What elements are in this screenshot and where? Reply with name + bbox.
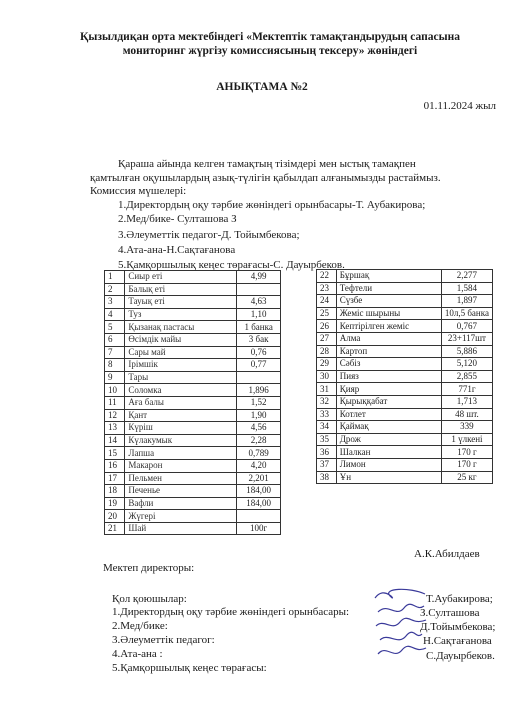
product-quantity: 2,855: [441, 370, 492, 383]
table-row: [105, 422, 281, 435]
row-number: 15: [105, 447, 125, 460]
row-number: 21: [105, 522, 125, 535]
product-name: Шалкан: [336, 446, 441, 459]
product-name: Жеміс шырыны: [336, 307, 441, 320]
table-row: [317, 383, 493, 396]
row-number: 26: [317, 320, 337, 333]
product-name: Күлакумык: [125, 434, 237, 447]
table-row: [317, 358, 493, 371]
table-row: [105, 333, 281, 346]
signer-2-name: З.Султашова: [420, 607, 480, 619]
product-quantity: 4,20: [237, 459, 281, 472]
product-name: Пельмен: [125, 472, 237, 485]
product-name: Күріш: [125, 422, 237, 435]
director-name: А.К.Абилдаев: [414, 548, 480, 560]
product-quantity: 1,896: [237, 384, 281, 397]
member-2: 2.Мед/бике- Султашова З: [118, 213, 237, 225]
product-name: Қаймақ: [336, 421, 441, 434]
product-name: Тары: [125, 371, 237, 384]
row-number: 5: [105, 321, 125, 334]
product-quantity: 2,28: [237, 434, 281, 447]
product-name: Сәбіз: [336, 358, 441, 371]
product-name: Макарон: [125, 459, 237, 472]
signature-5: [378, 646, 426, 654]
row-number: 14: [105, 434, 125, 447]
row-number: 13: [105, 422, 125, 435]
product-quantity: 25 кг: [441, 471, 492, 484]
table-row: [317, 307, 493, 320]
product-quantity: 339: [441, 421, 492, 434]
row-number: 34: [317, 421, 337, 434]
row-number: 37: [317, 458, 337, 471]
table-row: [105, 359, 281, 372]
product-quantity: 5,886: [441, 345, 492, 358]
product-quantity: 23+117шт: [441, 332, 492, 345]
row-number: 38: [317, 471, 337, 484]
row-number: 11: [105, 396, 125, 409]
product-name: Аға балы: [125, 396, 237, 409]
row-number: 19: [105, 497, 125, 510]
product-quantity: 170 г: [441, 458, 492, 471]
signature-4: [380, 632, 422, 640]
product-name: Алма: [336, 332, 441, 345]
signature-3: [376, 618, 426, 626]
table-row: [105, 384, 281, 397]
table-row: [317, 370, 493, 383]
table-row: [105, 271, 281, 284]
product-name: Соломка: [125, 384, 237, 397]
row-number: 3: [105, 296, 125, 309]
product-quantity: 1,713: [441, 395, 492, 408]
row-number: 29: [317, 358, 337, 371]
signatures-graphic: [370, 582, 430, 662]
row-number: 35: [317, 433, 337, 446]
product-quantity: 1,897: [441, 295, 492, 308]
member-1: 1.Директордың оқу тәрбие жөніндегі орынбасары-Т. Аубакирова;: [118, 199, 426, 211]
product-quantity: 10л,5 банка: [441, 307, 492, 320]
table-row: [105, 434, 281, 447]
product-name: Сүзбе: [336, 295, 441, 308]
table-row: [105, 409, 281, 422]
row-number: 9: [105, 371, 125, 384]
signer-5-role: 5.Қамқоршылық кеңес төрағасы:: [112, 662, 267, 674]
product-name: Ірімшік: [125, 359, 237, 372]
product-quantity: [237, 510, 281, 523]
director-label: Мектеп директоры:: [103, 562, 195, 574]
product-quantity: 1,90: [237, 409, 281, 422]
product-quantity: 100г: [237, 522, 281, 535]
signer-4-role: 4.Ата-ана :: [112, 648, 163, 660]
signer-4-name: Н.Сақтағанова: [423, 635, 492, 647]
product-quantity: 184,00: [237, 485, 281, 498]
products-table-right: [316, 269, 493, 484]
row-number: 4: [105, 308, 125, 321]
paragraph-line-2: қамтылған оқушылардың азық-түлігін қабылдап алғанымызды растаймыз.: [90, 172, 441, 184]
table-row: [317, 408, 493, 421]
product-name: Лимон: [336, 458, 441, 471]
product-name: Тауық еті: [125, 296, 237, 309]
product-quantity: 184,00: [237, 497, 281, 510]
table-row: [317, 345, 493, 358]
row-number: 7: [105, 346, 125, 359]
product-quantity: [237, 283, 281, 296]
table-row: [105, 485, 281, 498]
signature-1: [375, 589, 425, 598]
row-number: 33: [317, 408, 337, 421]
row-number: 6: [105, 333, 125, 346]
table-row: [105, 346, 281, 359]
product-name: Картоп: [336, 345, 441, 358]
product-quantity: 48 шт.: [441, 408, 492, 421]
row-number: 25: [317, 307, 337, 320]
product-quantity: 0,76: [237, 346, 281, 359]
row-number: 32: [317, 395, 337, 408]
table-row: [317, 332, 493, 345]
table-row: [105, 321, 281, 334]
signer-1-role: 1.Директордың оқу тәрбие жөніндегі орынбасары:: [112, 606, 350, 618]
row-number: 30: [317, 370, 337, 383]
title-line-1: Қызылдиқан орта мектебіндегі «Мектептік тамақтандырудың сапасына: [80, 31, 460, 43]
table-row: [105, 459, 281, 472]
reference-number: АНЫҚТАМА №2: [216, 81, 308, 93]
product-quantity: 4,56: [237, 422, 281, 435]
table-row: [317, 421, 493, 434]
signers-label: Қол қоюшылар:: [112, 593, 187, 605]
row-number: 2: [105, 283, 125, 296]
member-4: 4.Ата-ана-Н.Сақтағанова: [118, 244, 236, 256]
product-name: Қант: [125, 409, 237, 422]
product-quantity: 5,120: [441, 358, 492, 371]
table-row: [105, 396, 281, 409]
row-number: 27: [317, 332, 337, 345]
product-quantity: 4,63: [237, 296, 281, 309]
product-name: Балық еті: [125, 283, 237, 296]
product-name: Дрож: [336, 433, 441, 446]
signer-5-name: С.Дауырбеков.: [426, 650, 495, 662]
product-quantity: 2,277: [441, 270, 492, 283]
product-quantity: 0,767: [441, 320, 492, 333]
product-name: Пияз: [336, 370, 441, 383]
product-quantity: 170 г: [441, 446, 492, 459]
table-row: [105, 283, 281, 296]
product-name: Туз: [125, 308, 237, 321]
row-number: 31: [317, 383, 337, 396]
member-3: 3.Әлеуметтік педагог-Д. Тойымбекова;: [118, 229, 300, 241]
row-number: 18: [105, 485, 125, 498]
signature-2: [378, 604, 424, 612]
product-name: Қызанақ пастасы: [125, 321, 237, 334]
product-name: Бұршақ: [336, 270, 441, 283]
row-number: 28: [317, 345, 337, 358]
row-number: 8: [105, 359, 125, 372]
row-number: 10: [105, 384, 125, 397]
member-5: 5.Қамқоршылық кеңес төрағасы-С. Дауырбеков.: [118, 259, 345, 271]
product-name: Шай: [125, 522, 237, 535]
product-quantity: 0,77: [237, 359, 281, 372]
table-row: [105, 447, 281, 460]
product-quantity: 3 бак: [237, 333, 281, 346]
product-quantity: [237, 371, 281, 384]
table-row: [105, 308, 281, 321]
product-name: Кептірілген жеміс: [336, 320, 441, 333]
signer-3-role: 3.Әлеуметтік педагог:: [112, 634, 215, 646]
product-quantity: 771г: [441, 383, 492, 396]
product-quantity: 2,201: [237, 472, 281, 485]
table-row: [317, 433, 493, 446]
table-row: [105, 510, 281, 523]
table-row: [105, 497, 281, 510]
product-name: Жүгері: [125, 510, 237, 523]
product-name: Қырыққабат: [336, 395, 441, 408]
signer-2-role: 2.Мед/бике:: [112, 620, 168, 632]
product-name: Лапша: [125, 447, 237, 460]
product-name: Сиыр еті: [125, 271, 237, 284]
row-number: 17: [105, 472, 125, 485]
table-row: [317, 282, 493, 295]
row-number: 22: [317, 270, 337, 283]
title-line-2: мониторинг жүргізу комиссиясының тексеру» жөніндегі: [122, 45, 418, 57]
product-quantity: 1 банка: [237, 321, 281, 334]
product-name: Сары май: [125, 346, 237, 359]
document-date: 01.11.2024 жыл: [423, 100, 496, 112]
row-number: 36: [317, 446, 337, 459]
row-number: 23: [317, 282, 337, 295]
product-quantity: 1,10: [237, 308, 281, 321]
table-row: [105, 522, 281, 535]
product-name: Өсімдік майы: [125, 333, 237, 346]
product-quantity: 0,789: [237, 447, 281, 460]
commission-label: Комиссия мүшелері:: [90, 185, 187, 197]
product-name: Печенье: [125, 485, 237, 498]
table-row: [317, 270, 493, 283]
row-number: 16: [105, 459, 125, 472]
row-number: 12: [105, 409, 125, 422]
product-quantity: 1,52: [237, 396, 281, 409]
row-number: 20: [105, 510, 125, 523]
products-table-left: [104, 270, 281, 535]
product-name: Қияр: [336, 383, 441, 396]
row-number: 24: [317, 295, 337, 308]
table-row: [317, 295, 493, 308]
product-name: Ұн: [336, 471, 441, 484]
row-number: 1: [105, 271, 125, 284]
table-row: [317, 320, 493, 333]
product-quantity: 1 үлкені: [441, 433, 492, 446]
table-row: [105, 472, 281, 485]
paragraph-line-1: Қараша айында келген тамақтың тізімдері мен ыстық тамақпен: [118, 158, 416, 170]
product-quantity: 1,584: [441, 282, 492, 295]
table-row: [105, 371, 281, 384]
table-row: [317, 471, 493, 484]
signer-3-name: Д.Тойымбекова;: [420, 621, 496, 633]
table-row: [317, 458, 493, 471]
product-quantity: 4,99: [237, 271, 281, 284]
product-name: Вафли: [125, 497, 237, 510]
product-name: Тефтели: [336, 282, 441, 295]
table-row: [317, 395, 493, 408]
document-title: [40, 30, 500, 58]
table-row: [317, 446, 493, 459]
product-name: Котлет: [336, 408, 441, 421]
signer-1-name: Т.Аубакирова;: [426, 593, 493, 605]
table-row: [105, 296, 281, 309]
